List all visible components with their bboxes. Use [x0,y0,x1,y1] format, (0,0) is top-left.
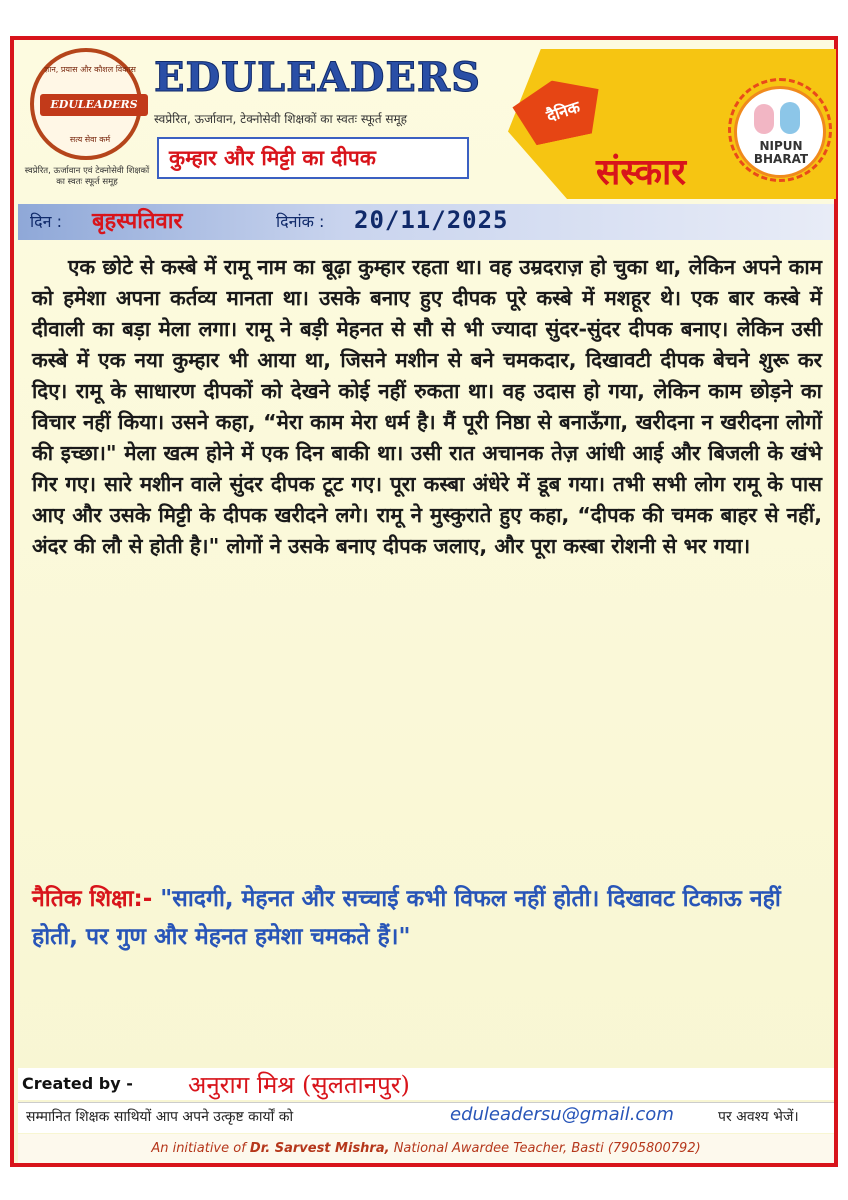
header [14,40,834,200]
author-name: अनुराग मिश्र (सुलतानपुर) [188,1071,410,1099]
poster-frame [10,36,838,1167]
story-text: एक छोटे से कस्बे में रामू नाम का बूढ़ा कुम्हार रहता था। वह उम्रदराज़ हो चुका था, लेकिन अपने काम को हमेशा अपना कर्तव्य मानता था। उसके बनाए हुए दीपक पूरे कस्बे में मशहूर थे। एक बार कस्बे में दीवाली का बड़ा मेला लगा। रामू ने बड़ी मेहनत से सौ से भी ज्यादा सुंदर-सुंदर दीपक बनाए। लेकिन उसी कस्बे में एक नया कुम्हार भी आया था, जिसने मशीन से बने चमकदार, दिखावटी दीपक बेचने शुरू कर दिए। रामू के साधारण दीपकों को देखने कोई नहीं रुकता था। वह उदास हो गया, लेकिन काम छोड़ने का विचार नहीं किया। उसने कहा, “मेरा काम मेरा धर्म है। मैं पूरी निष्ठा से बनाऊँगा, खरीदना न खरीदना लोगों की इच्छा।" मेला खत्म होने में एक दिन बाकी था। उसी रात अचानक तेज़ आंधी आई और बिजली के खंभे गिर गए। सारे मशीन वाले सुंदर दीपक टूट गए। पूरा कस्बा अंधेरे में डूब गया। तभी सभी लोग रामू के पास आए और उसके मिट्टी के दीपक खरीदने लगे। रामू ने मुस्कुराते हुए कहा, “दीपक की चमक बाहर से नहीं, अंदर की लौ से होती है।" लोगों ने उसके बनाए दीपक जलाए, और पूरा कस्बा रोशनी से भर गया। [32,255,822,558]
notice-text-before: सम्मानित शिक्षक साथियों आप अपने उत्कृष्ट कार्यों को [26,1109,294,1125]
initiative-credit [18,1134,834,1163]
child-boy-icon [780,102,800,134]
created-by-bar [18,1068,834,1100]
day-label: दिन : [30,212,62,231]
logo-arc-bottom-text: सत्य सेवा कर्म [69,135,111,144]
submission-notice [18,1102,834,1133]
initiative-prefix: An initiative of [151,1141,246,1156]
moral-text: "सादगी, मेहनत और सच्चाई कभी विफल नहीं होती। दिखावट टिकाऊ नहीं होती, पर गुण और मेहनत हमेशा चमकते हैं।" [32,886,781,950]
initiative-suffix: National Awardee Teacher, Basti (7905800792) [393,1141,701,1156]
child-girl-icon [754,104,774,134]
moral-lesson [32,880,822,956]
eduleaders-logo [22,48,152,198]
nipun-logo-text: NIPUN BHARAT [753,139,809,166]
date-value: 20/11/2025 [354,206,509,234]
logo-ribbon-text: EDULEADERS [40,94,148,116]
notice-text-after: पर अवश्य भेजें। [718,1109,799,1125]
moral-label: नैतिक शिक्षा:- [32,886,153,912]
logo-arc-top-text: ज्ञान, प्रयास और कौशल विकास [44,65,136,74]
story-title: कुम्हार और मिट्टी का दीपक [157,137,469,179]
brand-title: EDULEADERS [154,54,482,101]
initiative-name: Dr. Sarvest Mishra, [249,1141,390,1156]
contact-email: eduleadersu@gmail.com [450,1104,674,1125]
created-by-label: Created by - [22,1074,133,1093]
date-label: दिनांक : [276,212,325,231]
day-value: बृहस्पतिवार [92,209,183,234]
daily-badge-text: दैनिक [544,97,583,126]
logo-emblem [30,48,142,160]
nipun-bharat-logo [728,64,828,182]
brand-tagline: स्वप्रेरित, ऊर्जावान, टेक्नोसेवी शिक्षकों का स्वतः स्फूर्त समूह [154,112,408,126]
sanskar-title: संस्कार [596,151,687,193]
logo-tagline: स्वप्रेरित, ऊर्जावान एवं टेक्नोसेवी शिक्षकों का स्वतः स्फूर्त समूह [24,166,150,187]
date-bar [18,204,834,240]
